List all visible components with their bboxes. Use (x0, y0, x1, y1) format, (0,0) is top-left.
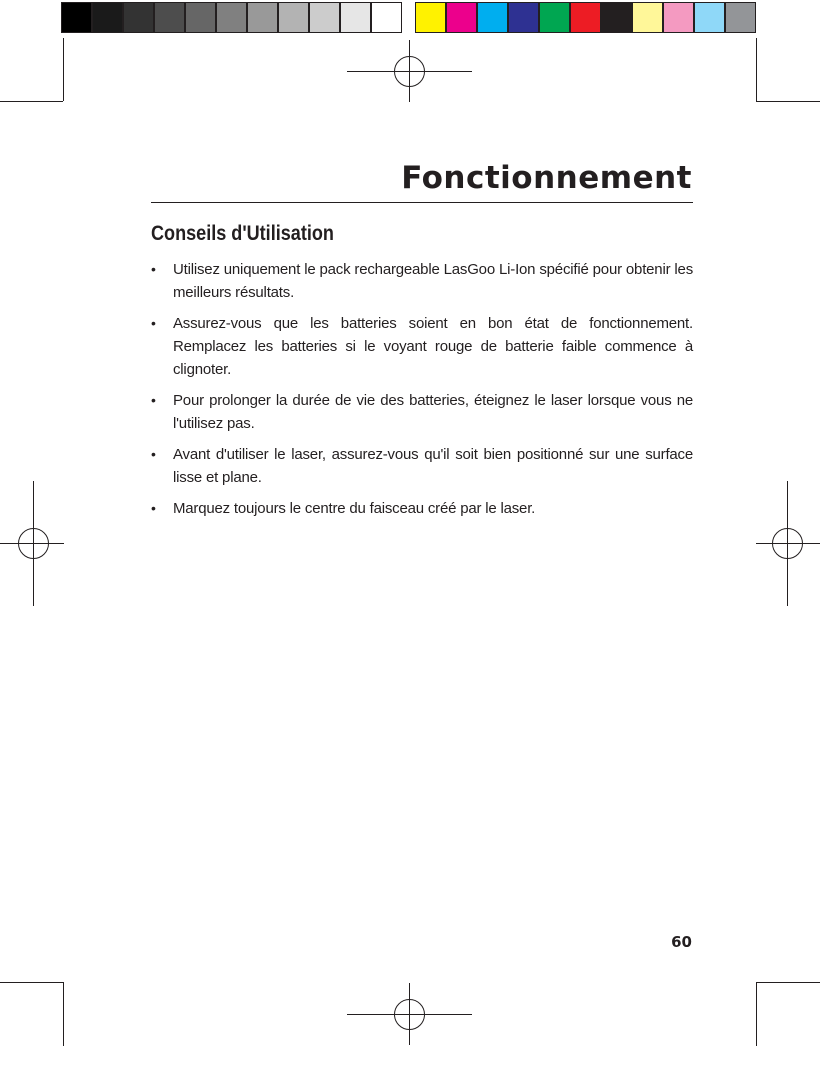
list-item (151, 443, 693, 489)
color-swatch (570, 2, 601, 33)
color-swatch (694, 2, 725, 33)
color-calibration-bar (61, 2, 758, 33)
tip-text: Assurez-vous que les batteries soient en bon état de fonctionnement. Remplacez les batteries si le voyant rouge de batterie faible commence à clignoter. (173, 315, 693, 378)
gray-swatch (92, 2, 123, 33)
gray-swatch (278, 2, 309, 33)
color-swatch (632, 2, 663, 33)
color-swatch (446, 2, 477, 33)
color-swatch (508, 2, 539, 33)
gray-swatch (123, 2, 154, 33)
tip-text: Pour prolonger la durée de vie des batteries, éteignez le laser lorsque vous ne l'utilisez pas. (173, 392, 693, 432)
tips-list (151, 258, 693, 528)
tip-text: Utilisez uniquement le pack rechargeable LasGoo Li-Ion spécifié pour obtenir les meilleurs résultats. (173, 261, 693, 301)
color-swatch (725, 2, 756, 33)
gray-swatch (154, 2, 185, 33)
list-item (151, 497, 693, 520)
color-swatch (539, 2, 570, 33)
gray-swatch (371, 2, 402, 33)
bullet-icon: • (151, 315, 156, 331)
bullet-icon: • (151, 261, 156, 277)
tip-text: Avant d'utiliser le laser, assurez-vous qu'il soit bien positionné sur une surface lisse et plane. (173, 446, 693, 486)
section-heading: Conseils d'Utilisation (151, 222, 334, 245)
color-swatch (663, 2, 694, 33)
bullet-icon: • (151, 500, 156, 516)
title-divider (151, 202, 693, 203)
page-number: 60 (671, 933, 692, 951)
gray-swatch (340, 2, 371, 33)
gray-swatch (61, 2, 92, 33)
color-swatch (415, 2, 446, 33)
bullet-icon: • (151, 392, 156, 408)
bullet-icon: • (151, 446, 156, 462)
page-title: Fonctionnement (401, 160, 692, 196)
gray-swatch (309, 2, 340, 33)
gray-swatch (216, 2, 247, 33)
gray-swatch (247, 2, 278, 33)
color-swatch (601, 2, 632, 33)
list-item (151, 258, 693, 304)
list-item (151, 312, 693, 381)
list-item (151, 389, 693, 435)
tip-text: Marquez toujours le centre du faisceau créé par le laser. (173, 500, 536, 517)
gray-swatch (185, 2, 216, 33)
color-swatch (477, 2, 508, 33)
